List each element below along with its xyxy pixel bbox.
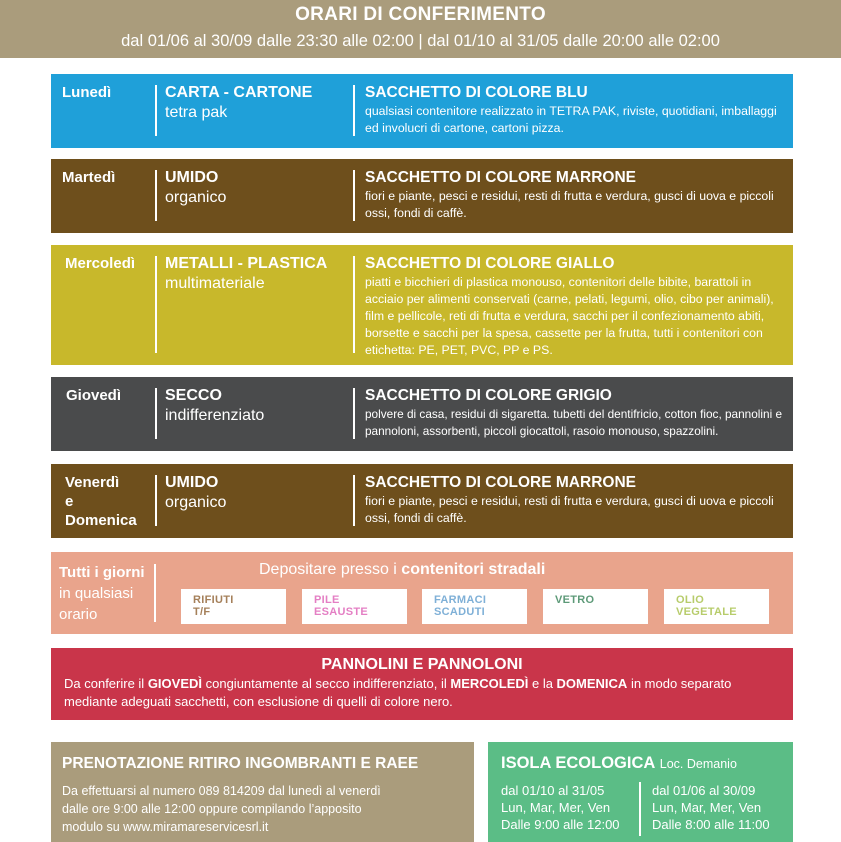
bin-olio	[664, 589, 769, 624]
day-label	[65, 473, 137, 530]
street-containers-section	[51, 552, 793, 634]
category-subtitle: organico	[165, 494, 227, 511]
bag-description: qualsiasi contenitore realizzato in TETRA PAK, riviste, quotidiani, imballaggi ed involucri di cartone, cartoni pizza.	[365, 104, 777, 135]
category-title: METALLI - PLASTICA	[165, 255, 328, 272]
page-title: ORARI DI CONFERIMENTO	[295, 4, 546, 25]
bag-info	[365, 168, 785, 222]
day-label: Giovedì	[66, 387, 122, 404]
schedule-column-winter	[501, 782, 620, 833]
body-text: e la	[528, 676, 557, 691]
bin-label: T/F	[193, 606, 211, 618]
divider	[155, 475, 157, 526]
isola-ecologica-section	[488, 742, 793, 842]
body-text: Da conferire il	[64, 676, 148, 691]
divider	[154, 564, 156, 622]
body-line: Da effettuarsi al numero 089 814209 dal lunedì al venerdì	[62, 784, 381, 798]
bin-label: FARMACI	[434, 594, 487, 606]
body-text: congiuntamente al secco indifferenziato, il	[202, 676, 451, 691]
day-label	[59, 562, 149, 625]
hours: Dalle 9:00 alle 12:00	[501, 817, 620, 832]
day-label-line: e	[65, 493, 74, 510]
waste-category	[165, 386, 264, 427]
section-title: PRENOTAZIONE RITIRO INGOMBRANTI E RAEE	[62, 755, 419, 772]
bin-pile	[302, 589, 407, 624]
category-title: UMIDO	[165, 474, 219, 491]
bag-info	[365, 83, 785, 137]
divider	[639, 782, 641, 836]
header-banner	[0, 0, 841, 58]
divider	[353, 388, 355, 439]
bin-label: SCADUTI	[434, 606, 485, 618]
body-bold: DOMENICA	[556, 676, 628, 691]
bin-label: VETRO	[555, 594, 595, 606]
bag-info	[365, 386, 785, 440]
bin-rifiuti	[181, 589, 286, 624]
divider	[353, 170, 355, 221]
deposit-bold: contenitori stradali	[401, 561, 546, 578]
body-bold: GIOVEDÌ	[147, 676, 202, 691]
divider	[155, 170, 157, 221]
schedule-row-martedi	[51, 159, 793, 233]
section-title: PANNOLINI E PANNOLONI	[321, 656, 523, 673]
waste-category	[165, 83, 312, 124]
bag-description: polvere di casa, residui di sigaretta. tubetti del dentifricio, cotton fioc, pannolini e pannoloni, assorbenti, piccoli giocattoli, rasoio monouso, spazzolini.	[365, 407, 783, 438]
bag-description: piatti e bicchieri di plastica monouso, contenitori delle bibite, barattoli in acciaio per alimenti conservati (carne, pelati, legumi, olio, cibo per animali), film e pellicole, reti di frutta e verdura, sacchi per il confezionamento abiti, borsette e sacchi per la spesa, cassette per la frutta, tutti i contenitori con etichetta: PE, PET, PVC, PP e PS.	[365, 275, 774, 357]
divider	[155, 256, 157, 353]
category-title: UMIDO	[165, 169, 219, 186]
section-body	[51, 773, 474, 836]
bin-label: OLIO	[676, 594, 705, 606]
isola-title: ISOLA ECOLOGICA	[501, 754, 656, 772]
deposit-instruction	[259, 561, 545, 579]
pannolini-section	[51, 648, 793, 720]
day-label: Martedì	[62, 169, 116, 186]
section-title	[488, 742, 793, 773]
bag-info	[365, 254, 785, 359]
divider	[155, 85, 157, 136]
bin-label: VEGETALE	[676, 606, 737, 618]
bin-label: ESAUSTE	[314, 606, 369, 618]
waste-category	[165, 168, 226, 209]
bag-title: SACCHETTO DI COLORE MARRONE	[365, 474, 636, 491]
schedule-row-giovedi	[51, 377, 793, 451]
bag-title: SACCHETTO DI COLORE GIALLO	[365, 255, 615, 272]
day-label-line: Domenica	[65, 512, 137, 529]
category-title: SECCO	[165, 387, 222, 404]
schedule-column-summer	[652, 782, 770, 833]
bag-info	[365, 473, 785, 527]
body-text: in modo separato mediante adeguati sacchetti, con esclusione di quelli di colore nero.	[64, 676, 732, 709]
body-bold: MERCOLEDÌ	[450, 676, 529, 691]
category-subtitle: multimateriale	[165, 275, 265, 292]
days: Lun, Mar, Mer, Ven	[501, 800, 611, 815]
isola-location: Loc. Demanio	[659, 757, 737, 771]
bag-description: fiori e piante, pesci e residui, resti di frutta e verdura, gusci di uova e piccoli ossi, fondi di caffè.	[365, 494, 774, 525]
category-subtitle: indifferenziato	[165, 407, 265, 424]
period: dal 01/10 al 31/05	[501, 783, 605, 798]
category-subtitle: tetra pak	[165, 104, 228, 121]
divider	[353, 85, 355, 136]
schedule-subtitle: dal 01/06 al 30/09 dalle 23:30 alle 02:00 | dal 01/10 al 31/05 dalle 20:00 alle 02:00	[121, 32, 720, 50]
schedule-row-lunedi	[51, 74, 793, 148]
waste-category	[165, 473, 226, 514]
prenotazione-section	[51, 742, 474, 842]
divider	[155, 388, 157, 439]
body-line: dalle ore 9:00 alle 12:00 oppure compilando l’apposito	[62, 802, 362, 816]
schedule-row-mercoledi	[51, 245, 793, 365]
bag-title: SACCHETTO DI COLORE BLU	[365, 84, 588, 101]
divider	[353, 256, 355, 353]
body-line: modulo su www.miramareservicesrl.it	[62, 820, 269, 834]
bin-farmaci	[422, 589, 527, 624]
section-body	[51, 674, 793, 711]
bag-title: SACCHETTO DI COLORE MARRONE	[365, 169, 636, 186]
bag-description: fiori e piante, pesci e residui, resti di frutta e verdura, gusci di uova e piccoli ossi, fondi di caffè.	[365, 189, 774, 220]
divider	[353, 475, 355, 526]
day-label-bold: Tutti i giorni	[59, 564, 145, 581]
day-label-rest: in qualsiasi orario	[59, 585, 134, 623]
waste-category	[165, 254, 327, 295]
category-subtitle: organico	[165, 189, 227, 206]
day-label-line: Venerdì	[65, 474, 120, 491]
day-label: Mercoledì	[65, 255, 136, 272]
category-title: CARTA - CARTONE	[165, 84, 313, 101]
schedule-row-venerdi-domenica	[51, 464, 793, 538]
bin-label: RIFIUTI	[193, 594, 234, 606]
bin-vetro	[543, 589, 648, 624]
deposit-prefix: Depositare presso i	[259, 561, 397, 578]
days: Lun, Mar, Mer, Ven	[652, 800, 762, 815]
period: dal 01/06 al 30/09	[652, 783, 756, 798]
bin-label: PILE	[314, 594, 340, 606]
bag-title: SACCHETTO DI COLORE GRIGIO	[365, 387, 612, 404]
hours: Dalle 8:00 alle 11:00	[652, 817, 770, 832]
day-label: Lunedì	[62, 84, 112, 101]
